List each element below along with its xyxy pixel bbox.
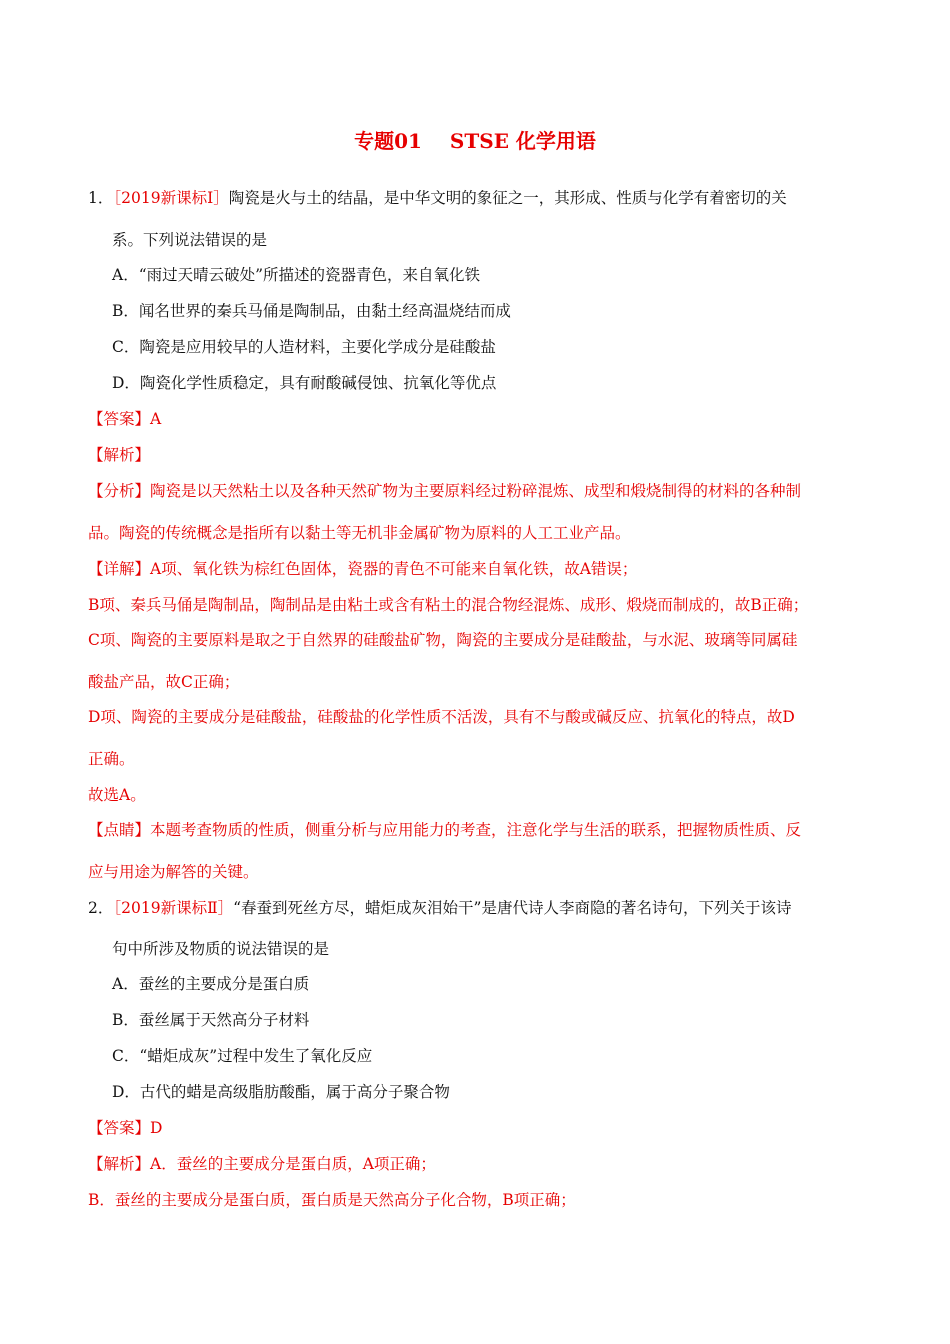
q2-answer-value: D (150, 1119, 163, 1137)
q1-analysis-tag: 【解析】 (88, 446, 151, 464)
q2-analysis-tag: 【解析】 (88, 1155, 151, 1173)
q2-stem-text: “春蚕到死丝方尽，蜡炬成灰泪始干”是唐代诗人李商隐的著名诗句，下列关于该诗 (233, 899, 792, 917)
q1-dianjing-text: 本题考查物质的性质，侧重分析与应用能力的考查，注意化学与生活的联系，把握物质性质、反 (150, 821, 802, 839)
q1-answer-value: A (150, 410, 162, 428)
q2-option-d: D．古代的蜡是高级脂肪酸酯，属于高分子聚合物 (112, 1083, 450, 1101)
q2-analysis-line1 (88, 1153, 436, 1175)
q2-stem-line2: 句中所涉及物质的说法错误的是 (112, 940, 330, 958)
q1-xiangjie-line1 (88, 558, 637, 580)
q2-option-a: A．蚕丝的主要成分是蛋白质 (112, 975, 310, 993)
q1-stem-line1 (88, 187, 787, 209)
q1-dianjing-tag: 【点睛】 (88, 821, 151, 839)
q1-xiangjie-line5: D项、陶瓷的主要成分是硅酸盐，硅酸盐的化学性质不活泼，具有不与酸或碱反应、抗氧化的特点，故D (88, 708, 795, 726)
q1-fenxi-line2: 品。陶瓷的传统概念是指所有以黏土等无机非金属矿物为原料的人工工业产品。 (88, 524, 631, 542)
q1-answer (88, 408, 161, 430)
q1-answer-tag: 【答案】 (88, 410, 151, 428)
q2-option-c: C．“蜡炬成灰”过程中发生了氧化反应 (112, 1047, 373, 1065)
q2-number: 2． (88, 899, 114, 917)
q1-xiangjie-line2: B项、秦兵马俑是陶制品，陶制品是由粘土或含有粘土的混合物经混炼、成形、煅烧而制成的，故B正确； (88, 596, 809, 614)
title-part2: STSE 化学用语 (449, 129, 596, 153)
q1-option-b: B．闻名世界的秦兵马俑是陶制品，由黏土经高温烧结而成 (112, 302, 511, 320)
q1-fenxi-text: 陶瓷是以天然粘土以及各种天然矿物为主要原料经过粉碎混炼、成型和煅烧制得的材料的各种制 (150, 482, 802, 500)
q1-source: ［2019新课标Ⅰ］ (113, 189, 229, 207)
page-title (0, 125, 950, 154)
q2-analysis-text: A．蚕丝的主要成分是蛋白质，A项正确； (150, 1155, 436, 1173)
q2-answer-tag: 【答案】 (88, 1119, 151, 1137)
q1-option-c: C．陶瓷是应用较早的人造材料，主要化学成分是硅酸盐 (112, 338, 496, 356)
q1-xiangjie-line3: C项、陶瓷的主要原料是取之于自然界的硅酸盐矿物，陶瓷的主要成分是硅酸盐，与水泥、玻璃等同属硅 (88, 631, 798, 649)
title-part1: 专题01 (354, 129, 422, 153)
q1-xiangjie-tag: 【详解】 (88, 560, 151, 578)
q1-option-d: D．陶瓷化学性质稳定，具有耐酸碱侵蚀、抗氧化等优点 (112, 374, 497, 392)
q1-number: 1． (88, 189, 114, 207)
q1-xiangjie-line4: 酸盐产品，故C正确； (88, 673, 240, 691)
q2-option-b: B．蚕丝属于天然高分子材料 (112, 1011, 310, 1029)
q1-fenxi-line1 (88, 480, 801, 502)
q1-xiangjie-text: A项、氧化铁为棕红色固体，瓷器的青色不可能来自氧化铁，故A错误； (150, 560, 638, 578)
q2-answer (88, 1117, 162, 1139)
q1-dianjing-line1 (88, 819, 801, 841)
q1-option-a: A．“雨过天晴云破处”所描述的瓷器青色，来自氧化铁 (112, 266, 481, 284)
q2-stem-line1 (88, 897, 791, 919)
q1-fenxi-tag: 【分析】 (88, 482, 151, 500)
q1-xiangjie-line7: 故选A。 (88, 786, 146, 804)
q1-stem-line2: 系。下列说法错误的是 (112, 231, 268, 249)
q1-stem-text: 陶瓷是火与土的结晶，是中华文明的象征之一，其形成、性质与化学有着密切的关 (228, 189, 787, 207)
q1-dianjing-line2: 应与用途为解答的关键。 (88, 863, 259, 881)
q2-source: ［2019新课标Ⅱ］ (113, 899, 234, 917)
q2-analysis-line2: B．蚕丝的主要成分是蛋白质，蛋白质是天然高分子化合物，B项正确； (88, 1191, 576, 1209)
q1-xiangjie-line6: 正确。 (88, 750, 135, 768)
